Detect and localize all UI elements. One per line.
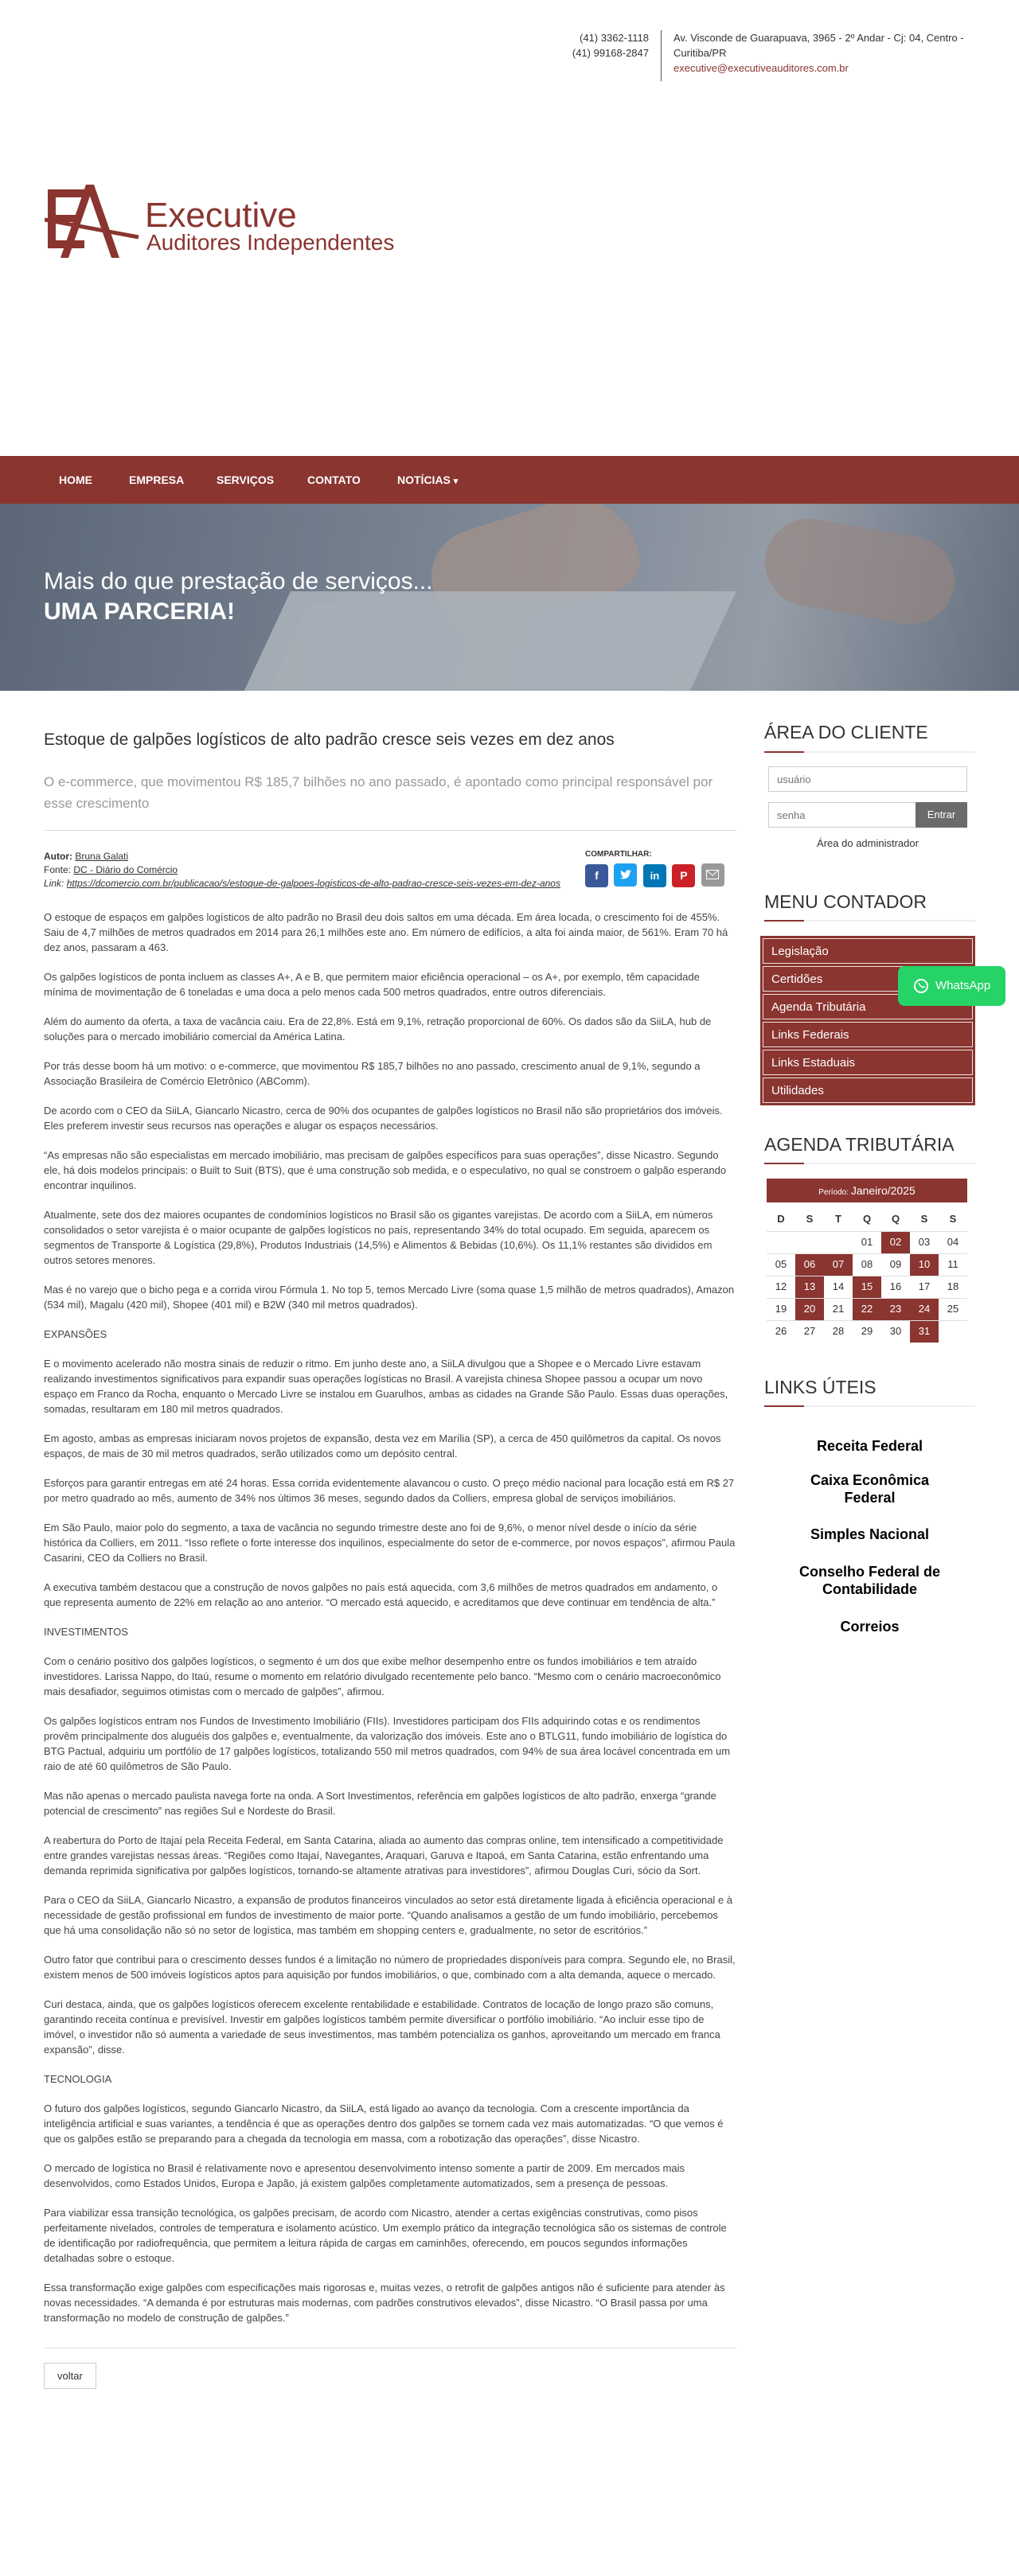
- nav-home[interactable]: HOME: [59, 474, 92, 486]
- calendar-day: 30: [881, 1320, 910, 1343]
- paragraph: Além do aumento da oferta, a taxa de vacância caiu. Era de 22,8%. Está em 9,1%, retração proporcional de 60%. Os dados são da SiiLA, hub de soluções para o mercado imobiliário comercial da América Latina.: [44, 1015, 712, 1042]
- calendar-day: 21: [824, 1298, 853, 1320]
- source-label: Fonte:: [44, 864, 72, 875]
- nav-contato[interactable]: CONTATO: [307, 474, 361, 486]
- paragraph: Atualmente, sete dos dez maiores ocupantes de condomínios logísticos no Brasil são os gigantes varejistas. De acordo com a SiiLA, em números consolidados o setor varejista é o maior ocupante de galpões logísticos no país, representando 34% do total ocupado. Em seguida, aparecem os segmentos de Transporte & Logística (29,8%), Produtos Industriais (14,5%) e Alimentos & Bebidas (10,6%). Os 11,1% restantes são divididos em outros setores menores.: [44, 1209, 713, 1266]
- contact-bar: [557, 30, 1003, 83]
- calendar-day: [939, 1320, 967, 1343]
- calendar-day: 29: [853, 1320, 881, 1343]
- calendar-day: [824, 1231, 853, 1253]
- admin-area-link[interactable]: Área do administrador: [817, 837, 919, 849]
- share-box: [585, 850, 736, 887]
- paragraph: Para o CEO da SiiLA, Giancarlo Nicastro, a expansão de produtos financeiros vinculados ao setor está diretamente ligada à eficiência operacional e à necessidade de gestão profissional em fundos de investimento de maior porte. “Quando analisamos a gestão de um fundo imobiliário, percebemos que há uma consolidação não só no setor de logística, mas também em shopping centers e, gradualmente, no setor de escritórios.”: [44, 1894, 733, 1936]
- whatsapp-icon: [913, 978, 929, 994]
- paragraph: Por trás desse boom há um motivo: o e-commerce, que movimentou R$ 185,7 bilhões no ano passado, crescimento anual de 9,1%, segundo a Associação Brasileira de Comércio Eletrônico (ABComm).: [44, 1060, 701, 1087]
- client-area-title: ÁREA DO CLIENTE: [764, 722, 928, 742]
- calendar-weekday: D: [777, 1213, 785, 1225]
- calendar-day: [795, 1231, 824, 1253]
- paragraph: Em agosto, ambas as empresas iniciaram novos projetos de expansão, desta vez em Marília (SP), a cerca de 450 quilômetros da capital. Os novos espaços, de mais de 30 mil metros quadrados, serão utilizados como um depósito central.: [44, 1432, 721, 1459]
- calendar-weekday-row: [767, 1209, 967, 1231]
- calendar-day: 09: [881, 1253, 910, 1276]
- calendar-weekday: S: [949, 1213, 957, 1225]
- calendar-weekday: Q: [862, 1213, 872, 1225]
- section-heading: INVESTIMENTOS: [44, 1626, 128, 1638]
- paragraph: Em São Paulo, maior polo do segmento, a taxa de vacância no segundo trimestre deste ano foi de 9,6%, o menor nível desde o início da série histórica da Colliers, em 2011. “Isso reflete o forte interesse dos inquilinos, especialmente do setor de e-commerce, por novos espaços”, afirmou Paula Casarini, CEO da Colliers no Brasil.: [44, 1522, 736, 1564]
- calendar-day-deadline[interactable]: 07: [824, 1253, 853, 1276]
- calendar-month[interactable]: Janeiro/2025: [850, 1184, 916, 1197]
- main-nav: [0, 456, 1019, 504]
- phone-numbers: [557, 30, 649, 60]
- calendar-day-deadline[interactable]: 22: [853, 1298, 881, 1320]
- logo-title: Executive: [145, 196, 297, 235]
- calendar-day-deadline[interactable]: 02: [881, 1231, 910, 1253]
- links-title: LINKS ÚTEIS: [764, 1377, 876, 1397]
- calendar-day-deadline[interactable]: 24: [910, 1298, 939, 1320]
- hero-headline: UMA PARCERIA!: [44, 598, 235, 625]
- news-article: [44, 728, 736, 2389]
- paragraph: Essa transformação exige galpões com especificações mais rigorosas e, muitas vezes, o retrofit de galpões antigos não é suficiente para atender às novas necessidades. “A demanda é por estruturas mais modernas, com padrões construtivos elevados”, disse Nicastro. “O Brasil passa por uma transformação no modelo de construção de galpões.”: [44, 2282, 725, 2324]
- username-input[interactable]: [768, 766, 967, 792]
- calendar-day: 04: [939, 1231, 967, 1253]
- paragraph: Mas não apenas o mercado paulista navega forte na onda. A Sort Investimentos, referência em galpões logísticos de alto padrão, enxerga “grande potencial de crescimento” nas regiões Sul e Nordeste do Brasil.: [44, 1790, 716, 1817]
- hero-banner: [0, 504, 1019, 691]
- menu-item-certidoes[interactable]: Certidões: [763, 966, 973, 992]
- back-button[interactable]: voltar: [44, 2363, 96, 2389]
- calendar-week-row: [767, 1276, 967, 1298]
- link-correios[interactable]: Correios: [840, 1619, 900, 1635]
- email-share-icon[interactable]: [701, 863, 724, 887]
- title-underline: [764, 1405, 975, 1407]
- article-body: [44, 910, 736, 2325]
- tax-calendar: [767, 1179, 967, 1343]
- calendar-weekday: S: [920, 1213, 928, 1225]
- calendar-weekday: Q: [891, 1213, 900, 1225]
- calendar-day: 16: [881, 1276, 910, 1298]
- address-block: [673, 30, 992, 76]
- calendar-day: 01: [853, 1231, 881, 1253]
- logo-subtitle: Auditores Independentes: [146, 230, 395, 255]
- linkedin-icon[interactable]: in: [643, 864, 666, 887]
- link-receita-federal[interactable]: Receita Federal: [816, 1438, 923, 1454]
- link-label: Link:: [44, 878, 64, 889]
- menu-contador-title: MENU CONTADOR: [764, 891, 927, 912]
- menu-item-agenda-tributaria[interactable]: Agenda Tributária: [763, 994, 973, 1019]
- agenda-title: AGENDA TRIBUTÁRIA: [764, 1134, 955, 1155]
- calendar-day: 12: [767, 1276, 795, 1298]
- twitter-icon[interactable]: [614, 863, 637, 887]
- paragraph: Os galpões logísticos entram nos Fundos de Investimento Imobiliário (FIIs). Investidores participam dos FIIs adquirindo cotas e os rendimentos provêm principalmente dos aluguéis dos galpões e, eventualmente, da valorização dos imóveis. Este ano o BTLG11, fundo imobiliário de logística do BTG Pactual, adquiriu um portfólio de 17 galpões logísticos, totalizando 550 mil metros quadrados, com 94% de sua área locável concentrada em um raio de até 60 quilômetros de São Paulo.: [44, 1715, 731, 1772]
- contact-divider: [661, 30, 662, 81]
- share-label: COMPARTILHAR:: [585, 850, 652, 859]
- paragraph: Para viabilizar essa transição tecnológica, os galpões precisam, de acordo com Nicastro, atender a certas exigências construtivas, como pisos perfeitamente nivelados, controles de temperatura e isolamento acústico. Um exemplo prático da integração tecnológica são os sistemas de controle de identificação por radiofrequência, que permitem a leitura rápida de cargas em caminhões, oferecendo, em poucos segundos informações detalhadas sobre o estoque.: [44, 2207, 727, 2264]
- article-meta: [44, 850, 736, 910]
- menu-contador: [760, 936, 975, 1105]
- author-label: Autor:: [44, 851, 72, 862]
- menu-item-links-estaduais[interactable]: Links Estaduais: [763, 1050, 973, 1075]
- calendar-week-row: [767, 1298, 967, 1320]
- article-url-link[interactable]: https://dcomercio.com.br/publicacao/s/estoque-de-galpoes-logisticos-de-alto-padrao-cresce-seis-vezes-em-dez-anos: [66, 878, 560, 889]
- paragraph: O mercado de logística no Brasil é relativamente novo e apresentou desenvolvimento intenso somente a partir de 2009. Em mercados mais desenvolvidos, como Estados Unidos, Europa e Japão, já existem galpões completamente automatizados, sem a presença de pessoas.: [44, 2162, 685, 2189]
- hero-tagline: Mais do que prestação de serviços...: [44, 568, 433, 594]
- link-simples-nacional[interactable]: Simples Nacional: [810, 1526, 930, 1542]
- calendar-day-deadline[interactable]: 20: [795, 1298, 824, 1320]
- calendar-header: [767, 1179, 967, 1202]
- divider: [44, 830, 736, 831]
- calendar-day-deadline[interactable]: 23: [881, 1298, 910, 1320]
- calendar-day-deadline[interactable]: 10: [910, 1253, 939, 1276]
- calendar-day: 27: [795, 1320, 824, 1343]
- paragraph: Mas é no varejo que o bicho pega e a corrida virou Fórmula 1. No top 5, temos Mercado Livre (soma quase 1,5 milhão de metros quadrados), Amazon (534 mil), Magalu (420 mil), Shopee (401 mil) e B2W (340 mil metros quadrados).: [44, 1284, 735, 1311]
- paragraph: O estoque de espaços em galpões logísticos de alto padrão no Brasil deu dois saltos em uma década. Em área locada, o crescimento foi de 455%. Saiu de 4,7 milhões de metros quadrados em 2014 para 26,1 milhões este ano. Em número de edifícios, a alta foi ainda maior, de 561%. Eram 70 há dez anos, passaram a 463.: [44, 911, 728, 953]
- source-row: [44, 863, 585, 877]
- section-heading: EXPANSÕES: [44, 1328, 107, 1340]
- article-title: Estoque de galpões logísticos de alto padrão cresce seis vezes em dez anos: [44, 731, 615, 749]
- link-caixa-economica[interactable]: Caixa Econômica Federal: [810, 1472, 930, 1506]
- title-underline: [764, 920, 975, 922]
- calendar-period-label: Período:: [818, 1188, 849, 1197]
- article-credits: [44, 850, 585, 890]
- calendar-weekday: S: [806, 1213, 814, 1225]
- paragraph: Os galpões logísticos de ponta incluem as classes A+, A e B, que permitem maior eficiência operacional – os A+, por exemplo, têm capacidade mínima de movimentação de 6 toneladas e uma doca a pelo menos cada 500 metros quadrados, entre outros diferenciais.: [44, 971, 700, 998]
- share-icons: [585, 863, 736, 887]
- site-logo[interactable]: [45, 185, 427, 272]
- calendar-day-deadline[interactable]: 15: [853, 1276, 881, 1298]
- source-link[interactable]: DC - Diário do Comércio: [73, 864, 178, 875]
- email-link[interactable]: executive@executiveauditores.com.br: [673, 62, 849, 74]
- calendar-day: 03: [910, 1231, 939, 1253]
- nav-noticias-label: NOTÍCIAS: [397, 474, 451, 486]
- author-link[interactable]: Bruna Galati: [75, 851, 129, 862]
- calendar-day-deadline[interactable]: 06: [795, 1253, 824, 1276]
- paragraph: A reabertura do Porto de Itajaí pela Receita Federal, em Santa Catarina, aliada ao aumento das compras online, tem intensificado a competitividade entre grandes varejistas nessas áreas. “Regiões como Itajaí, Navegantes, Araquari, Garuva e Itapoá, em Santa Catarina, estão enfrentando uma demanda reprimida significativa por galpões logísticos, tornando-se altamente atrativas para investidores”, afirmou Douglas Curi, sócio da Sort.: [44, 1834, 724, 1876]
- section-heading: TECNOLOGIA: [44, 2073, 112, 2085]
- title-underline: [764, 1163, 975, 1164]
- menu-item-links-federais[interactable]: Links Federais: [763, 1022, 973, 1047]
- paragraph: O futuro dos galpões logísticos, segundo Giancarlo Nicastro, da SiiLA, está ligado ao avanço da tecnologia. Com a crescente importância da inteligência artificial e suas variantes, a tendência é que as operações dentro dos galpões se tornem cada vez mais automatizadas. “O que vemos é que os galpões estão se preparando para a chegada da tecnologia em massa, com a robotização das operações”, disse Nicastro.: [44, 2102, 724, 2145]
- paragraph: Com o cenário positivo dos galpões logísticos, o segmento é um dos que exibe melhor desempenho entre os fundos imobiliários e tem atraído investidores. Larissa Nappo, do Itaú, resume o momento em relatório divulgado recentemente pelo banco. “Mesmo com o cenário macroeconômico mais desafiador, seguimos otimistas com o mercado de galpões”, afirmou.: [44, 1655, 721, 1697]
- nav-empresa[interactable]: EMPRESA: [129, 474, 185, 486]
- calendar-day-deadline[interactable]: 31: [910, 1320, 939, 1343]
- article-subtitle: O e-commerce, que movimentou R$ 185,7 bilhões no ano passado, é apontado como principal responsável por esse crescimento: [44, 774, 713, 811]
- calendar-weekday: T: [835, 1213, 841, 1225]
- calendar-week-row: [767, 1231, 967, 1253]
- facebook-icon[interactable]: f: [585, 864, 608, 887]
- calendar-day: 28: [824, 1320, 853, 1343]
- paragraph: A executiva também destacou que a construção de novos galpões no país está aquecida, com 3,6 milhões de metros quadrados em andamento, o que representa aumento de 22% em relação ao ano anterior. “O mercado está aquecido, e acreditamos que deve continuar em tendência de alta.”: [44, 1581, 718, 1608]
- address-line2: Curitiba/PR: [673, 47, 727, 59]
- calendar-grid: [767, 1209, 967, 1343]
- whatsapp-label: WhatsApp: [935, 979, 991, 992]
- nav-servicos[interactable]: SERVIÇOS: [217, 474, 275, 486]
- author-row: [44, 850, 585, 863]
- phone-mobile: (41) 99168-2847: [572, 47, 649, 59]
- calendar-week-row: [767, 1253, 967, 1276]
- calendar-week-row: [767, 1320, 967, 1343]
- calendar-day: 08: [853, 1253, 881, 1276]
- chevron-down-icon: ▾: [453, 477, 459, 486]
- phone-primary: (41) 3362-1118: [580, 32, 649, 44]
- calendar-day-deadline[interactable]: 13: [795, 1276, 824, 1298]
- paragraph: Esforços para garantir entregas em até 24 horas. Essa corrida evidentemente alavancou o custo. O preço médio nacional para locação está em R$ 27 por metro quadrado ao mês, aumento de 34% nos últimos 36 meses, segundo dados da Colliers, empresa global de serviços imobiliários.: [44, 1477, 735, 1504]
- paragraph: “As empresas não são especialistas em mercado imobiliário, mas precisam de galpões específicos para suas operações”, disse Nicastro. Segundo ele, há dois modelos principais: o Built to Suit (BTS), que é uma construção sob medida, e o especulativo, no qual se constroem o galpão esperando encontrar inquilinos.: [44, 1149, 727, 1191]
- login-button[interactable]: Entrar: [916, 802, 967, 828]
- paragraph: Curi destaca, ainda, que os galpões logísticos oferecem excelente rentabilidade e estabilidade. Contratos de locação de longo prazo são comuns, garantindo receita contínua e previsível. Investir em galpões logísticos também permite diversificar o portfólio imobiliário. “Ao incluir esse tipo de imóvel, o investidor não só aumenta a variedade de seus investimentos, mas também potencializa os ganhos, aproveitando um mercado em franca expansão”, disse.: [44, 1998, 720, 2056]
- pinterest-icon[interactable]: P: [672, 864, 695, 887]
- link-row: [44, 877, 585, 890]
- calendar-day: 26: [767, 1320, 795, 1343]
- calendar-day: 19: [767, 1298, 795, 1320]
- whatsapp-button[interactable]: [898, 966, 1005, 1006]
- paragraph: De acordo com o CEO da SiiLA, Giancarlo Nicastro, cerca de 90% dos ocupantes de galpões logísticos no Brasil não são proprietários dos imóveis. Eles preferem investir seus recursos nas operações e alugar os espaços necessários.: [44, 1105, 723, 1132]
- menu-item-utilidades[interactable]: Utilidades: [763, 1078, 973, 1103]
- menu-item-legislacao[interactable]: Legislação: [763, 938, 973, 964]
- paragraph: E o movimento acelerado não mostra sinais de reduzir o ritmo. Em junho deste ano, a SiiLA divulgou que a Shopee e o Mercado Livre estavam realizando investimentos significativos para expandir suas operações logísticas no Brasil. A varejista chinesa Shopee passou a ocupar um novo espaço em Franco da Rocha, enquanto o Mercado Livre se instalou em Guarulhos, ambas as cidades na Grande São Paulo. Essas duas operações, somadas, resultaram em 180 mil metros quadrados.: [44, 1358, 728, 1415]
- calendar-day: 05: [767, 1253, 795, 1276]
- paragraph: Outro fator que contribui para o crescimento desses fundos é a limitação no número de propriedades disponíveis para compra. Segundo ele, no Brasil, existem menos de 500 imóveis logísticos aptos para aquisição por fundos imobiliários, o que, combinado com a alta demanda, aquece o mercado.: [44, 1954, 736, 1981]
- calendar-day: 17: [910, 1276, 939, 1298]
- link-conselho-federal[interactable]: Conselho Federal de Contabilidade: [798, 1564, 941, 1597]
- calendar-day: 25: [939, 1298, 967, 1320]
- calendar-day: 18: [939, 1276, 967, 1298]
- address-line1: Av. Visconde de Guarapuava, 3965 - 2º Andar - Cj: 04, Centro -: [673, 32, 964, 44]
- calendar-day: 14: [824, 1276, 853, 1298]
- password-input[interactable]: [768, 802, 916, 828]
- nav-noticias[interactable]: [397, 456, 458, 504]
- calendar-day: 11: [939, 1253, 967, 1276]
- ea-monogram-icon: [45, 185, 140, 272]
- calendar-day: [767, 1231, 795, 1253]
- title-underline: [764, 751, 975, 753]
